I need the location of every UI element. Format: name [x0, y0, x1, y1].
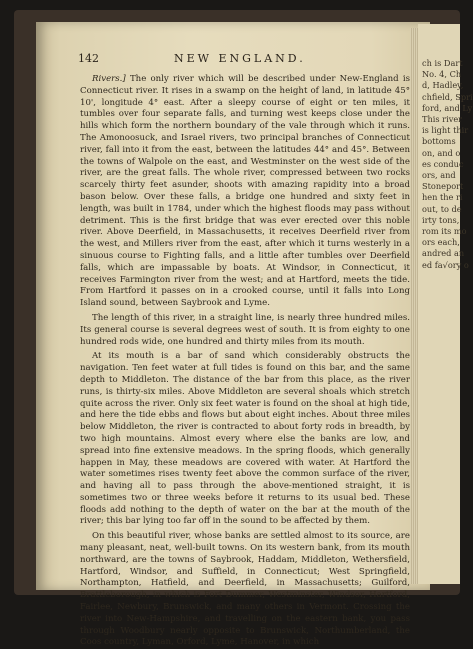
paragraph — [80, 351, 410, 528]
facing-page-line: on, and o — [422, 147, 461, 158]
facing-page-line: hen the ri — [422, 192, 463, 203]
facing-page-line: rom its mo — [422, 226, 467, 237]
facing-page-line: ed fa√ory o — [422, 259, 469, 270]
facing-page — [418, 24, 473, 584]
facing-page-line: Stoneport — [422, 181, 464, 192]
page-header — [78, 52, 408, 68]
paragraph-text: The length of this river, in a straight line, is nearly three hundred miles. Its general course is several degrees west of south. It is from eighty to one hundred rods wide, one hundred and thirty miles from its mouth. — [80, 312, 410, 347]
paragraph-text: The only river which will be described under New-England is Connecticut river. It rises in a swamp on the height of land, in latitude 45° 10', longitude 4° east. After a sleepy course of eight or ten miles, it tumbles over four separate falls, and turning west keeps close under the hills which form the northern boundary of the vale through which it runs. The Amonoosuck, and Israel rivers, two principal branches of Connecticut river, fall into it from the east, between the latitudes 44° and 45°. Between the towns of Walpole on the east, and Westminster on the west side of the river, are the great falls. The whole river, compressed between two rocks scarcely thirty feet asunder, shoots with amazing rapidity into a broad bason below. Over these falls, a bridge one hundred and sixty feet in length, was built in 1784, under which the highest floods may pass without detriment. This is the first bridge that was ever erected over this noble river. Above Deerfield, in Massachusetts, it receives Deerfield river from the west, and Millers river from the east, after which it turns westerly in a sinuous course to Fighting falls, and a little after tumbles over Deerfield falls, which are impassable by boats. At Windsor, in Connecticut, it receives Farmington river from the west; and at Hartford, meets the tide. From Hartford it passes on in a crooked course, until it falls into Long Island sound, between Saybrook and Lyme. — [80, 74, 411, 309]
facing-page-line: d, Hadley, — [422, 80, 464, 91]
facing-page-line: irty tons, — [422, 214, 460, 225]
body-text — [80, 74, 410, 649]
facing-page-line: ch is Dart — [422, 58, 463, 68]
paragraph-text: On this beautiful river, whose banks are settled almost to its source, are many pleasant, neat, well-built towns. On its western bank, from its mouth northward, are the towns of Saybrook, Haddam, Middleton, Wethersfield, Hartford, Windsor, and Suffield, in Connecticut; West Springfield, Northampton, Hatfield, and Deerfield, in Massachusetts; Guilford, Brattleborough, in which is Fort Dummer, Westminster, Windsor, Hartford, Fairlee, Newbury, Brunswick, and many others in Vermont. Crossing the river into New-Hampshire, and travelling on the eastern bank, you pass through Woodbury nearly opposite to Brunswick, Northumberland, the Coos country, Lyman, Orford, Lyme, Hanover, in which — [80, 531, 410, 648]
facing-page-text — [418, 24, 473, 271]
running-title: NEW ENGLAND. — [174, 52, 306, 65]
facing-page-line: es conduc — [422, 158, 464, 169]
paragraph-text: At its mouth is a bar of sand which considerably obstructs the navigation. Ten feet water at full tides is found on this bar, and the same depth to Middleton. The distance of the bar from this place, as the river runs, is thirty-six miles. Above Middleton are several shoals which stretch quite across the river. Only six feet water is found on the shoal at high tide, and here the tide ebbs and flows but about eight inches. About three miles below Middleton, the river is contracted to about forty rods in breadth, by two high mountains. Almost every where else the banks are low, and spread into fine extensive meadows. In the spring floods, which generally happen in May, these meadows are covered with water. At Hartford the water sometimes rises twenty feet above the common surface of the river, and having all to pass through the above-mentioned straight, it is sometimes two or three weeks before it returns to its usual bed. These floods add nothing to the depth of water on the bar at the mouth of the river; this bar lying too far off in the sound to be affected by them. — [80, 351, 410, 527]
facing-page-line: ford, and Ly — [422, 102, 473, 113]
facing-page-line: is light thir — [422, 125, 469, 136]
paragraph — [80, 74, 410, 310]
paragraph — [80, 531, 410, 649]
facing-page-line: No. 4, Ch — [422, 69, 462, 80]
facing-page-line: ors, and — [422, 170, 456, 181]
facing-page-line: This river — [422, 114, 463, 125]
facing-page-line: chfield, Spri — [422, 91, 473, 102]
side-label: Rivers.] — [92, 74, 126, 84]
facing-page-line: out, to de — [422, 203, 462, 214]
facing-page-line: andred an — [422, 248, 465, 259]
paragraph — [80, 313, 410, 348]
page-number: 142 — [78, 52, 99, 65]
facing-page-line: ors each, — [422, 237, 460, 248]
facing-page-line: bottoms — [422, 136, 456, 147]
